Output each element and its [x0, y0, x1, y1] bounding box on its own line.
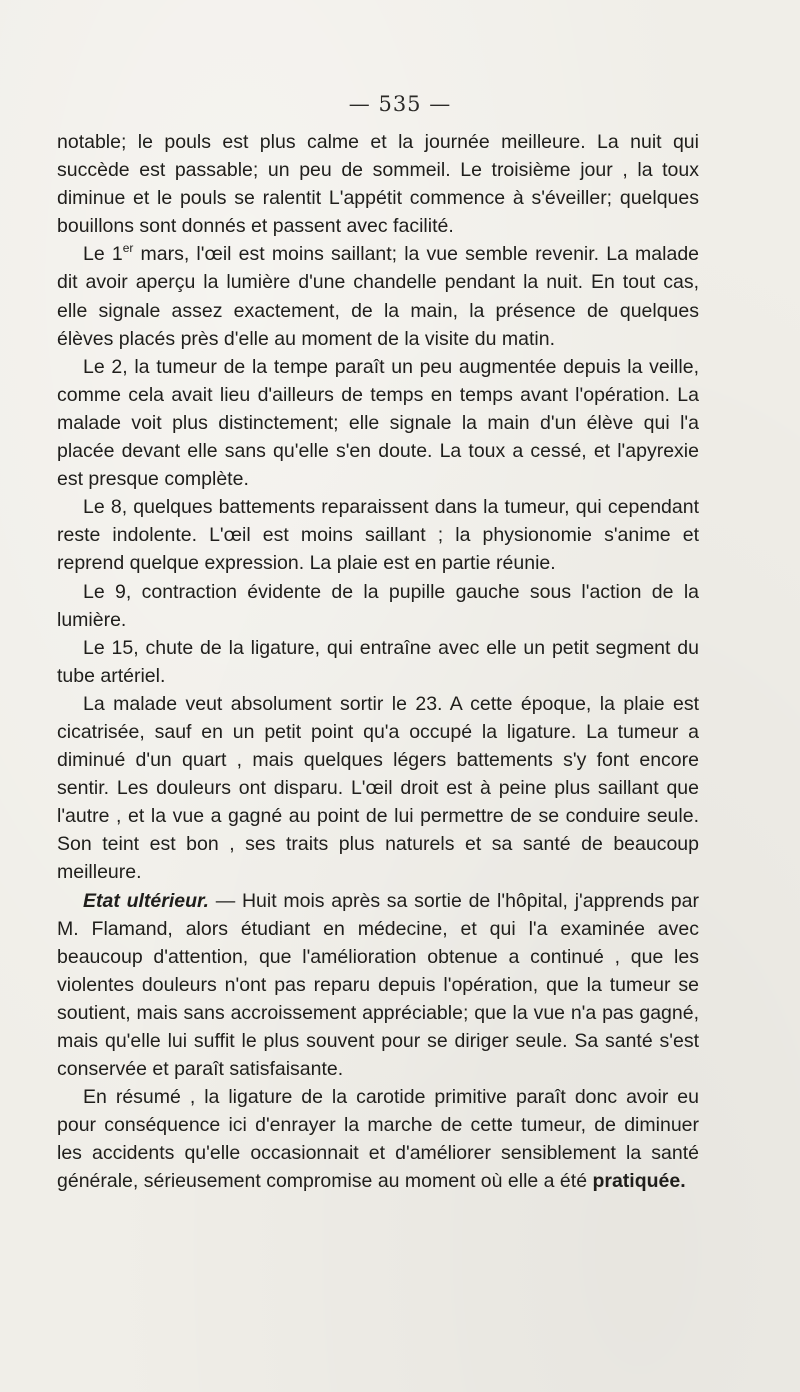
paragraph-6: [57, 634, 699, 690]
paragraph-7: [57, 690, 699, 887]
paragraph-9-final-word: pratiquée.: [592, 1170, 686, 1193]
paragraph-9-text: En résumé , la ligature de la carotide primitive paraît donc avoir eu pour conséquence ici d'enrayer la marche de cette tumeur, de diminuer les accidents qu'elle occasionnait et d'améliorer sensiblement la santé générale, sérieusement compromise au moment où elle a été: [57, 1086, 699, 1193]
paragraph-4-text: Le 8, quelques battements reparaissent dans la tumeur, qui cependant reste indolente. L'œil est moins saillant ; la physionomie s'anime et reprend quelque expression. La plaie est en partie réunie.: [57, 496, 699, 575]
paragraph-9: [57, 1083, 699, 1195]
body-text: [57, 128, 699, 1196]
paragraph-2: [57, 240, 699, 352]
paragraph-2-superscript: er: [122, 240, 134, 255]
paragraph-8-text: — Huit mois après sa sortie de l'hôpital, j'apprends par M. Flamand, alors étudiant en médecine, et qui l'a examinée avec beaucoup d'attention, que l'amélioration obtenue a continué , que les violentes douleurs n'ont pas reparu depuis l'opération, que la tumeur se soutient, mais sans accroissement appréciable; que la vue n'a pas gagné, mais qu'elle lui suffit le plus souvent pour se diriger seule. Sa santé s'est conservée et paraît satisfaisante.: [57, 889, 699, 1081]
paragraph-1-text: notable; le pouls est plus calme et la journée meilleure. La nuit qui succède est passable; un peu de sommeil. Le troisième jour , la toux diminue et le pouls se ralentit L'appétit commence à s'éveiller; quelques bouillons sont donnés et passent avec facilité.: [57, 131, 699, 238]
paragraph-2-lead: Le 1: [83, 243, 123, 266]
paragraph-3-text: Le 2, la tumeur de la tempe paraît un peu augmentée depuis la veille, comme cela avait lieu d'ailleurs de temps en temps avant l'opération. La malade voit plus distinctement; elle signale la main d'un élève qui l'a placée devant elle sans qu'elle s'en doute. La toux a cessé, et l'apyrexie est presque complète.: [57, 355, 699, 491]
paragraph-7-text: La malade veut absolument sortir le 23. A cette époque, la plaie est cicatrisée, sauf en un petit point qu'a occupé la ligature. La tumeur a diminué d'un quart , mais quelques légers battements s'y font encore sentir. Les douleurs ont disparu. L'œil droit est à peine plus saillant que l'autre , et la vue a gagné au point de lui permettre de se conduire seule. Son teint est bon , ses traits plus naturels et sa santé de beaucoup meilleure.: [57, 692, 699, 884]
paragraph-4: [57, 493, 699, 577]
paragraph-5-text: Le 9, contraction évidente de la pupille gauche sous l'action de la lumière.: [57, 580, 699, 631]
paragraph-8: [57, 887, 699, 1084]
paragraph-2-text: mars, l'œil est moins saillant; la vue semble revenir. La malade dit avoir aperçu la lumière d'une chandelle pendant la nuit. En tout cas, elle signale assez exactement, de la main, la présence de quelques élèves placés près d'elle au moment de la visite du matin.: [57, 243, 700, 350]
paragraph-3: [57, 353, 699, 493]
paragraph-5: [57, 578, 699, 634]
paragraph-1: [57, 128, 699, 240]
page-number: — 535 —: [348, 92, 452, 116]
paragraph-8-heading: Etat ultérieur.: [83, 889, 209, 912]
paragraph-6-text: Le 15, chute de la ligature, qui entraîne avec elle un petit segment du tube artériel.: [57, 636, 699, 687]
